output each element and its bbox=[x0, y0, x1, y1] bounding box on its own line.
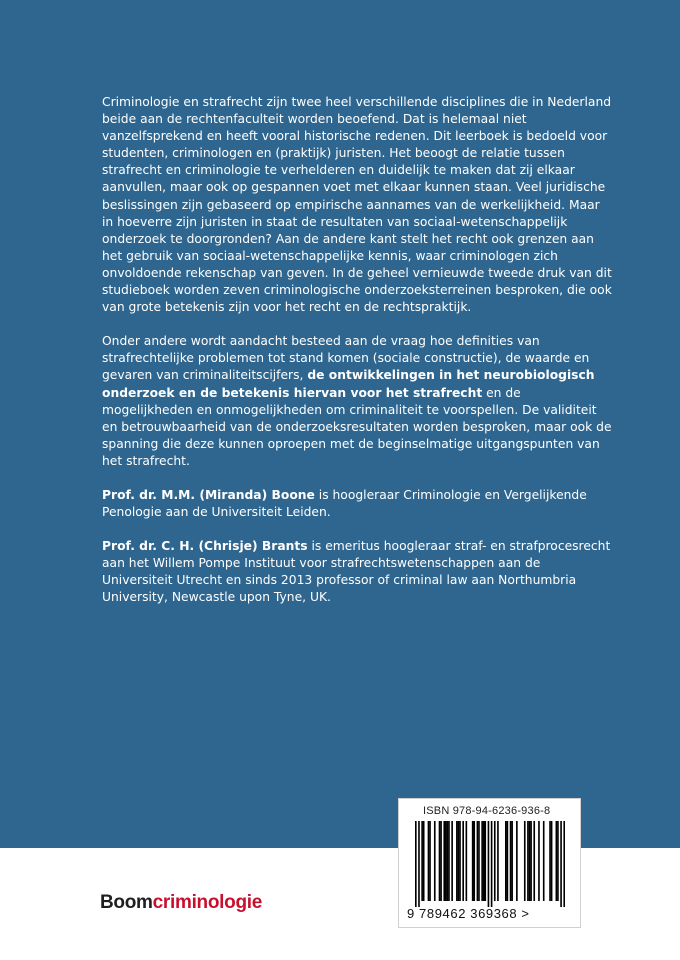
barcode-bar bbox=[472, 821, 474, 901]
barcode-bar bbox=[516, 821, 518, 901]
author-brants-paragraph bbox=[102, 538, 614, 606]
barcode-bar bbox=[524, 821, 526, 901]
barcode-bar bbox=[443, 821, 445, 901]
barcode-bar bbox=[497, 821, 499, 901]
back-cover-text bbox=[102, 94, 614, 624]
author-boone-paragraph bbox=[102, 487, 614, 521]
barcode-bar bbox=[429, 821, 431, 901]
barcode-digits: 9 789462 369368 > bbox=[407, 906, 530, 921]
barcode-bar bbox=[415, 821, 417, 907]
intro-text: Criminologie en strafrecht zijn twee heel verschillende disciplines die in Nederland beide aan de rechtenfaculteit worden beoefend. Dat is helemaal niet vanzelfsprekend en heeft vooral historische redenen. Dit leerboek is bedoeld voor studenten, criminologen en (praktijk) juristen. Het beoogt de relatie tussen strafrecht en criminologie te verhelderen en duidelijk te maken dat zij elkaar aanvullen, maar ook op gespannen voet met elkaar kunnen staan. Veel juridische beslissingen zijn gebaseerd op empirische aannames van de werkelijkheid. Maar in hoeverre zijn juristen in staat de resultaten van sociaal-wetenschappelijk onderzoek te doorgronden? Aan de andere kant stelt het recht ook grenzen aan het gebruik van sociaal-wetenschappelijke kennis, waar criminologen zich onvoldoende rekenschap van geven. In de geheel vernieuwde tweede druk van dit studieboek worden zeven criminologische onderzoeksterreinen besproken, die ook van grote betekenis zijn voor het recht en de rechtspraktijk. bbox=[102, 95, 612, 315]
barcode-box bbox=[398, 798, 581, 928]
barcode-bar bbox=[527, 821, 529, 901]
barcode-bar bbox=[483, 821, 485, 901]
barcode-bar bbox=[466, 821, 468, 901]
author-boone-bio: is hoogleraar Criminologie en Vergelijkende Penologie aan de Universiteit Leiden. bbox=[102, 487, 587, 520]
barcode-bars bbox=[415, 821, 565, 907]
barcode-bar bbox=[439, 821, 441, 901]
barcode-bar bbox=[421, 821, 423, 901]
author-brants-bio: is emeritus hoogleraar straf- en strafprocesrecht aan het Willem Pompe Instituut voor strafrechtswetenschappen aan de Universiteit Utrecht en sinds 2013 professor of criminal law aan Northumbria University, Newcastle upon Tyne, UK. bbox=[102, 539, 611, 605]
barcode-bar bbox=[459, 821, 461, 901]
barcode-bar bbox=[556, 821, 558, 901]
barcode-bar bbox=[530, 821, 532, 901]
barcode-bar bbox=[543, 821, 545, 901]
topics-text-bold: de ontwikkelingen in het neurobiologisch onderzoek en de betekenis hiervan voor het strafrecht bbox=[102, 368, 595, 400]
topics-text-before: Onder andere wordt aandacht besteed aan de vraag hoe definities van strafrechtelijke problemen tot stand komen (sociale constructie), de waarde en gevaren van criminaliteitscijfers, bbox=[102, 334, 590, 383]
barcode-bar bbox=[458, 821, 460, 901]
barcode-bar bbox=[447, 821, 449, 901]
isbn-label: ISBN 978-94-6236-936-8 bbox=[423, 805, 551, 817]
author-boone-name: Prof. dr. M.M. (Miranda) Boone bbox=[102, 487, 315, 502]
barcode-bar bbox=[510, 821, 512, 901]
barcode-bar bbox=[488, 821, 490, 907]
intro-paragraph bbox=[102, 94, 614, 316]
barcode-bar bbox=[481, 821, 483, 901]
barcode-bar bbox=[494, 821, 496, 901]
barcode-bar bbox=[511, 821, 513, 901]
barcode-bar bbox=[456, 821, 458, 901]
barcode-bar bbox=[434, 821, 436, 901]
barcode-bar bbox=[491, 821, 493, 907]
barcode-bar bbox=[563, 821, 565, 907]
barcode-bar bbox=[428, 821, 430, 901]
barcode-bar bbox=[560, 821, 562, 907]
barcode-bar bbox=[529, 821, 531, 901]
publisher-logo bbox=[100, 892, 262, 914]
barcode-bar bbox=[507, 821, 509, 901]
topics-paragraph bbox=[102, 333, 614, 470]
barcode-bar bbox=[451, 821, 453, 901]
barcode-bar bbox=[478, 821, 480, 901]
barcode-bar bbox=[505, 821, 507, 901]
barcode-bar bbox=[551, 821, 553, 901]
author-brants-name: Prof. dr. C. H. (Chrisje) Brants bbox=[102, 539, 308, 554]
logo-boom: Boom bbox=[100, 892, 153, 913]
barcode-bar bbox=[418, 821, 420, 907]
barcode-bar bbox=[484, 821, 486, 901]
barcode-bar bbox=[423, 821, 425, 901]
barcode-bar bbox=[445, 821, 447, 901]
barcode-bar bbox=[533, 821, 535, 901]
barcode-bar bbox=[549, 821, 551, 901]
barcode-bar bbox=[462, 821, 464, 901]
barcode-bar bbox=[557, 821, 559, 901]
barcode-bar bbox=[477, 821, 479, 901]
barcode-bar bbox=[473, 821, 475, 901]
barcode-bar bbox=[538, 821, 540, 901]
barcode-bar bbox=[448, 821, 450, 901]
topics-text-after: en de mogelijkheden en onmogelijkheden om criminaliteit te voorspellen. De validiteit en betrouwbaarheid van de onderzoeksresultaten worden besproken, maar ook de spanning die deze kunnen oproepen met de beginselmatige uitgangspunten van het strafrecht. bbox=[102, 385, 612, 468]
logo-criminologie: criminologie bbox=[152, 892, 263, 913]
barcode-bar bbox=[440, 821, 442, 901]
